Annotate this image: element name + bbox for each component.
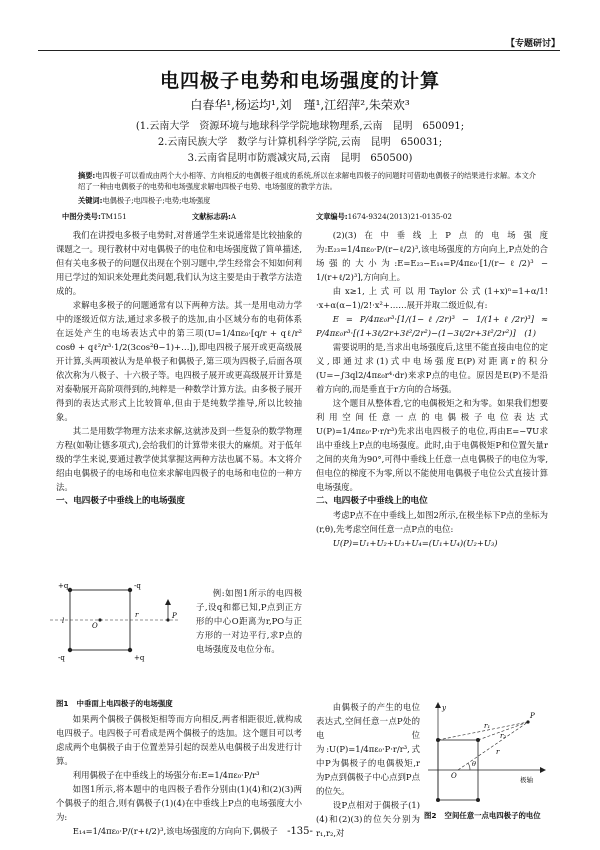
center-o xyxy=(98,618,101,621)
abstract-label: 摘要: xyxy=(78,171,96,180)
paragraph: 这个题目从整体看,它的电偶极矩之和为零。如果我们想要利用空间任意一点的电偶极子电位表达式U(P)=1/4πε₀·P·r/r³)先求出电四极子的电位,再由E=−∇U求出中垂线上P点的电场强度。此时,由于电偶极矩P和位置矢量r之间的夹角为90°,可得中垂线上任意一点电偶极子的电位为零,但电位的梯度不为零,所以不能使用电偶极子电位公式直接计算电场强度。 xyxy=(316,398,548,492)
clc-value: TM151 xyxy=(100,212,127,221)
keywords-text: 电偶极子;电四极子;电势;电场强度 xyxy=(102,196,211,205)
paragraph: 如果两个偶极子偶极矩相等而方向相反,两者相距很近,就构成电四极子。电四极子可看成是两个偶极子的迭加。这个题目可以考虑成两个电偶极子由于位置差异引起的误差从电偶极子出发进行计算。 xyxy=(56,714,302,766)
authors: 白春华¹,杨运均¹,刘 瑾¹,江绍萍²,朱荣欢³ xyxy=(190,98,410,112)
doc-label: 文献标志码: xyxy=(192,212,231,221)
label-q1: +q xyxy=(58,582,69,590)
label-l: l xyxy=(62,617,65,625)
paragraph: 如图1所示,将本题中的电四极子看作分别由(1)(4)和(2)(3)两个偶极子的组合,则有偶极子(1)(4)在中垂线上P点的电场强度大小为: xyxy=(56,784,302,822)
paragraph: 我们在讲授电多极子电势时,对普通学生来说通常是比较抽象的课题之一。现行教材中对电偶极子的电位和电场强度做了简单描述,但有关电多极子的问题仅出现在个别习题中,学生经常会不知如何利用已学过的知识来处理此类问题,我们认为这主要是由于教学方法造成的。 xyxy=(56,230,302,296)
keywords xyxy=(78,196,210,206)
left-column-upper xyxy=(56,228,302,508)
charge-d xyxy=(476,798,480,802)
right-column-beside-figure xyxy=(316,700,420,840)
label-q2: -q xyxy=(134,582,141,590)
label-q3: -q xyxy=(58,654,65,662)
affiliation-3: 3.云南省昆明市防震减灾局,云南 昆明 650500) xyxy=(187,153,413,164)
figure-2-caption-text: 空间任意一点电四极子的电位 xyxy=(444,811,541,820)
label-o2: O xyxy=(451,772,457,780)
right-column-upper xyxy=(316,228,548,550)
paragraph: 求解电多极子的问题通常有以下两种方法。其一是用电动力学中的逐级近似方法,通过求多极子的迭加,由小区域分布的电荷体系在远处产生的电场表达式中的第三项(U=1/4πε₀·[q/r + qℓ/r² cosθ + qℓ²/r³·1/2(3cos²θ−1)+…]),即电四极子展开或更高级展开计算,头两项被认为是单极子和偶极子,第三项为四极子,后面各项依次称为八极子、十六极子等。电四极子展开或更高级展开计算是对泰勒展开高阶项得到的,纯粹是一种数学计算方法。由多极子展开得到的表达式形式上比较简单,但由于是纯数学推导,所以比较抽象。 xyxy=(56,300,302,422)
charge-4 xyxy=(128,648,132,652)
vector-r1 xyxy=(438,722,528,740)
figure-2 xyxy=(424,700,550,804)
charge-1 xyxy=(68,588,72,592)
paragraph: 需要说明的是,当求出电场强度后,这里不能直接由电位的定义,即通过求(1)式中电场强度E(P)对距离r的积分(U=−∫3ql2/4πε₀r⁴·dr)来求P点的电位。原因是E(P)不是沿着方向的,而是垂直于r方向的合场强。 xyxy=(316,342,548,394)
label-q4: +q xyxy=(134,654,145,662)
header-tag: 【专题研讨】 xyxy=(505,39,560,49)
figure-1-caption xyxy=(56,698,173,709)
figure-1 xyxy=(40,578,190,686)
paragraph: 由x≥1,上式可以用Taylor公式(1+x)ⁿ=1+α/1!·x+α(α−1)/2!·x²+……展开并取二级近似,有: xyxy=(316,286,548,310)
label-y: y xyxy=(442,704,446,712)
label-p2: P xyxy=(530,712,535,720)
arrow-head xyxy=(165,599,171,605)
figure-1-number: 图1 xyxy=(56,699,69,708)
abstract xyxy=(78,170,538,192)
clc-label: 中图分类号: xyxy=(62,212,101,221)
paragraph: 由偶极子的产生的电位表达式,空间任意一点P处的电位为:U(P)=1/4πε₀·P·r/r³,式中P为偶极子的电偶极矩,r为P点到偶极子中心点到P点的位矢。 xyxy=(316,702,420,796)
theta-arc xyxy=(468,763,470,770)
label-o: O xyxy=(92,622,98,630)
keywords-label: 关键词: xyxy=(78,196,103,205)
clc-number xyxy=(62,212,127,222)
charge-3 xyxy=(68,648,72,652)
y-axis-arrow xyxy=(435,702,441,708)
figure-2-caption xyxy=(424,810,541,821)
label-r: r xyxy=(496,748,500,756)
article-label: 文章编号: xyxy=(316,212,348,221)
article-value: 1674-9324(2013)21-0135-02 xyxy=(347,212,452,221)
equation: E = P/4πε₀r³·[1/(1−ℓ/2r)³ − 1/(1+ℓ/2r)³] ≈ P/4πε₀r³·[(1+3ℓ/2r+3ℓ²/2r²)−(1−3ℓ/2r+3ℓ²/2r²)] (1) xyxy=(316,314,548,338)
paragraph: 设P点相对于偶极子(1)(4)和(2)(3)的位矢分别为r₁,r₂,对 xyxy=(316,800,420,838)
left-column-beside-figure xyxy=(196,586,302,656)
doc-value: A xyxy=(230,212,237,221)
paragraph: E₁₄=1/4πε₀·P/(r+ℓ/2)³,该电场强度的方向向下,偶极子 xyxy=(72,826,278,836)
affiliation-2: 2.云南民族大学 数学与计算机科学学院,云南 昆明 650031; xyxy=(157,137,443,148)
label-r: r xyxy=(135,611,139,619)
affiliation-1: (1.云南大学 资源环境与地球科学学院地球物理系,云南 昆明 650091; xyxy=(135,121,465,132)
section-heading-2: 二、电四极子中垂线上的电位 xyxy=(316,496,428,506)
article-number xyxy=(316,212,452,222)
abstract-text: 电四极子可以看成由两个大小相等、方向相反的电偶极子组成的系统,所以在求解电四极子的问题时可借助电偶极子的结果进行求解。本文介绍了一种由电偶极子的电势和电场强度求解电四极子电势、电场强度的教学方法。 xyxy=(78,171,536,191)
left-column-lower xyxy=(56,712,302,838)
label-r1: r₁ xyxy=(484,722,491,730)
article-title: 电四极子电势和电场强度的计算 xyxy=(159,70,440,92)
label-r2: r₂ xyxy=(500,732,507,740)
equation: U(P)=U₁+U₂+U₃+U₄=(U₁+U₄)(U₂+U₃) xyxy=(332,538,498,548)
paragraph: (2)(3)在中垂线上P点的电场强度为:E₂₃=1/4πε₀·P/(r−ℓ/2)³,该电场强度的方向向上,P点处的合场强的大小为:E=E₂₃−E₁₄=P/4πε₀·[1/(r−ℓ/2)³ − 1/(r+ℓ/2)³],方向向上。 xyxy=(316,230,548,282)
figure-1-caption-text: 中垂面上电四极子的电场强度 xyxy=(76,699,173,708)
label-p: P xyxy=(172,612,177,620)
paragraph: 考虑P点不在中垂线上,如图2所示,在极坐标下P点的坐标为(r,θ),先考虑空间任意一点P点的电位: xyxy=(316,510,548,534)
paragraph: 利用偶极子在中垂线上的场强分布:E=1/4πε₀·P/r³ xyxy=(72,770,260,780)
label-theta: θ xyxy=(472,760,476,768)
paragraph: 例:如图1所示的电四极子,设q和都已知,P点到正方形的中心O距离为r,PO与正方形的一对边平行,求P点的电场强度及电位分布。 xyxy=(196,588,302,654)
section-heading-1: 一、电四极子中垂线上的电场强度 xyxy=(56,496,185,506)
label-polar-axis: 极轴 xyxy=(520,776,533,784)
header-rule xyxy=(38,50,560,51)
charge-c xyxy=(436,798,440,802)
doc-code xyxy=(192,212,236,222)
paragraph: 其二是用数学物理方法来求解,这就涉及到一些复杂的数学物理方程(如勒让德多项式),会给我们的计算带来很大的麻烦。对于低年级的学生来说,要通过教学使其掌握这两种方法也属不易。本文将介绍由电偶极子的电场和电位来求解电四极子的电场和电位的一种方法。 xyxy=(56,426,302,492)
figure-2-number: 图2 xyxy=(424,811,437,820)
page-number: -135- xyxy=(287,826,313,837)
charge-2 xyxy=(128,588,132,592)
polar-axis-arrow xyxy=(540,767,546,773)
